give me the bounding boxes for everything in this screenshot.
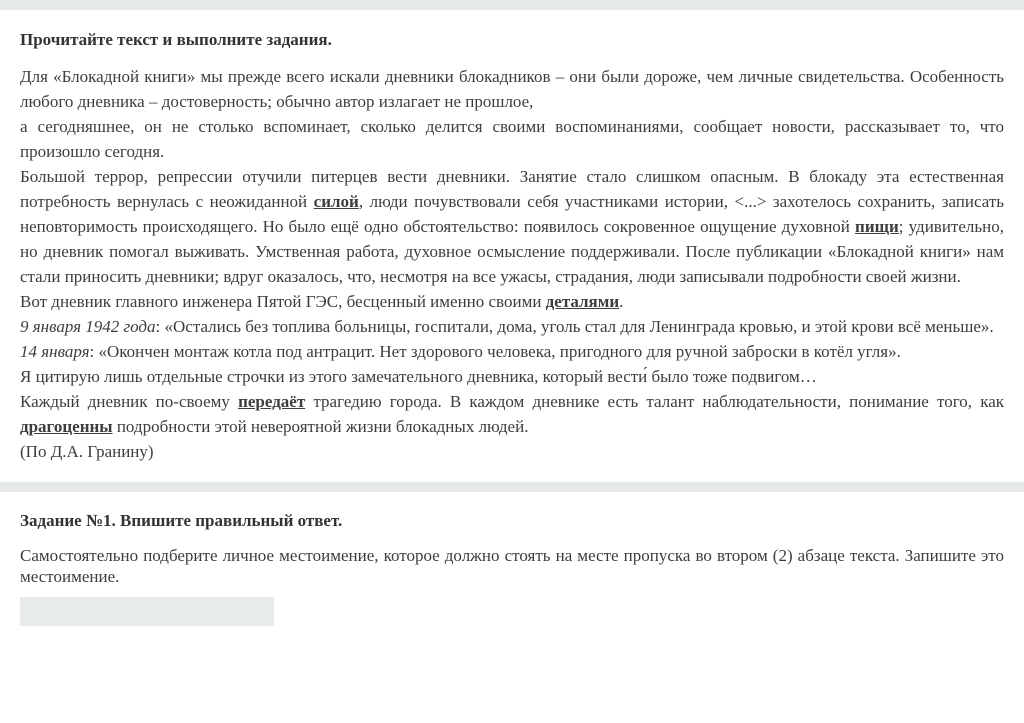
paragraph-1-line-2: а сегодняшнее, он не столько вспоминает, сколько делится своими воспоминаниями, сообщает новости, рассказывает то, что произошло сегодня. (20, 117, 1004, 161)
highlighted-word-peredaet: передаёт (238, 392, 306, 411)
top-band (0, 0, 1024, 10)
paragraph-3-text-1: Вот дневник главного инженера Пятой ГЭС, бесценный именно своими (20, 292, 546, 311)
highlighted-word-silo: силой (313, 192, 359, 211)
task-instructions: Самостоятельно подберите личное местоимение, которое должно стоять на месте пропуска во втором (2) абзаце текста. Запишите это местоимение. (20, 546, 1004, 586)
paragraph-7-text-1: Каждый дневник по-своему (20, 392, 239, 411)
paragraph-7 (20, 389, 1004, 439)
paragraph-2 (20, 164, 1004, 289)
diary-date-2: 14 января (20, 342, 90, 361)
paragraph-4-text: : «Остались без топлива больницы, госпитали, дома, уголь стал для Ленинграда кровью, и этой крови всё меньше». (155, 317, 994, 336)
highlighted-word-detalyami: деталями (545, 292, 620, 311)
paragraph-2-text-2: , люди почувствовали себя участниками истории, <...> захотелось сохранить, записать неповторимость происходящего. Но было ещё одно обстоятельство: появилось сокровенное ощущение духовной (20, 192, 1004, 236)
paragraph-7-text-3: подробности этой невероятной жизни блокадных людей. (112, 417, 529, 436)
paragraph-1 (20, 64, 1004, 164)
highlighted-word-pishchi: пищи (855, 217, 899, 236)
paragraph-2-text-3: ; удивительно, но дневник помогал выживать. Умственная работа, духовное осмысление поддерживали. После публикации «Блокадной книги» нам стали приносить дневники; вдруг оказалось, что, несмотря на все ужасы, страдания, люди записывали подробности своей жизни. (20, 217, 1004, 286)
paragraph-3-text-2: . (619, 292, 624, 311)
source-attribution: (По Д.А. Гранину) (20, 442, 154, 461)
task-section (0, 508, 1024, 626)
reading-heading: Прочитайте текст и выполните задания. (20, 30, 332, 49)
paragraph-1-line-1: Для «Блокадной книги» мы прежде всего искали дневники блокадников – они были дороже, чем личные свидетельства. Особенность любого дневника – достоверность; обычно автор излагает не прошлое, (20, 67, 1004, 111)
task-heading: Задание №1. Впишите правильный ответ. (20, 511, 343, 530)
diary-date-1: 9 января 1942 года (20, 317, 156, 336)
highlighted-word-dragotsenny: драгоценны (20, 417, 113, 436)
answer-input[interactable] (20, 597, 274, 626)
paragraph-5 (20, 339, 1004, 364)
paragraph-4 (20, 314, 1004, 339)
paragraph-6: Я цитирую лишь отдельные строчки из этого замечательного дневника, который вести́ было тоже подвигом… (20, 367, 817, 386)
paragraph-5-text: : «Окончен монтаж котла под антрацит. Нет здорового человека, пригодного для ручной заброски в котёл угля». (89, 342, 901, 361)
paragraph-7-text-2: трагедию города. В каждом дневнике есть талант наблюдательности, понимание того, как (305, 392, 1005, 411)
paragraph-3 (20, 289, 1004, 314)
paragraph-2-text-1: Большой террор, репрессии отучили питерцев вести дневники. Занятие стало слишком опасным. В блокаду эта естественная потребность вернулась с неожиданной (20, 167, 1004, 211)
section-divider (0, 482, 1024, 492)
reading-text (20, 64, 1004, 464)
reading-section (0, 27, 1024, 464)
